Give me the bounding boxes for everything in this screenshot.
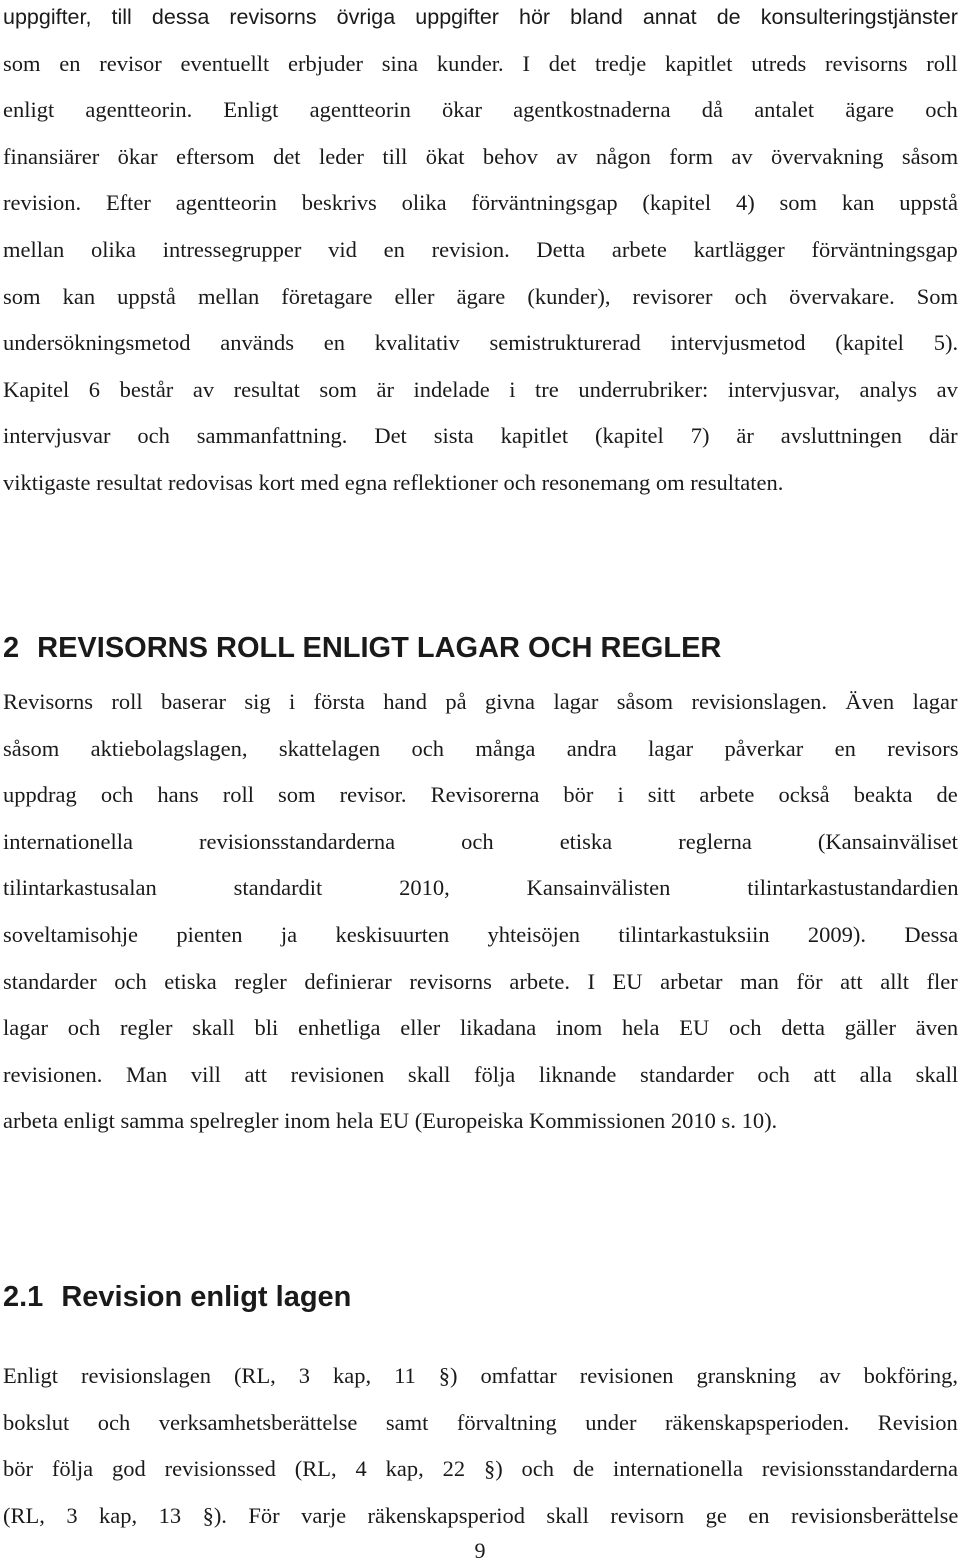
text-line: (RL, 3 kap, 13 §). För varje räkenskapsperiod skall revisorn ge en revisionsberättelse — [3, 1502, 959, 1528]
subsection-number: 2.1 — [3, 1281, 44, 1313]
text-line: lagar och regler skall bli enhetliga eller likadana inom hela EU och detta gäller även — [3, 1015, 959, 1041]
text-line: viktigaste resultat redovisas kort med egna reflektioner och resonemang om resultaten. — [3, 469, 784, 495]
text-line: Kapitel 6 består av resultat som är indelade i tre underrubriker: intervjusvar, analys av — [3, 376, 958, 402]
text-line: revision. Efter agentteorin beskrivs olika förväntningsgap (kapitel 4) som kan uppstå — [3, 190, 958, 216]
text-line: undersökningsmetod används en kvalitativ semistrukturerad intervjusmetod (kapitel 5). — [3, 330, 959, 356]
section-title: REVISORNS ROLL ENLIGT LAGAR OCH REGLER — [37, 632, 722, 664]
text-line: enligt agentteorin. Enligt agentteorin ökar agentkostnaderna då antalet ägare och — [3, 97, 958, 123]
section-number: 2 — [3, 632, 20, 664]
text-line: Revisorns roll baserar sig i första hand på givna lagar såsom revisionslagen. Även lagar — [3, 689, 958, 714]
text-line: uppgifter, till dessa revisorns övriga uppgifter hör bland annat de konsulteringstjänster — [3, 5, 958, 29]
text-line: bokslut och verksamhetsberättelse samt förvaltning under räkenskapsperioden. Revision — [3, 1409, 958, 1435]
subsection-heading — [3, 1277, 351, 1317]
text-line: finansiärer ökar eftersom det leder till ökat behov av någon form av övervakning såsom — [3, 143, 959, 169]
section-paragraph — [3, 679, 958, 1145]
text-line: som en revisor eventuellt erbjuder sina kunder. I det tredje kapitlet utreds revisorns roll — [3, 50, 958, 76]
text-line: tilintarkastusalan standardit 2010, Kansainvälisten tilintarkastustandardien — [3, 875, 959, 901]
text-line: bör följa god revisionssed (RL, 4 kap, 22 §) och de internationella revisionsstandarderna — [3, 1456, 959, 1482]
text-line: soveltamisohje pienten ja keskisuurten yhteisöjen tilintarkastuksiin 2009). Dessa — [3, 921, 959, 947]
intro-paragraph — [3, 0, 958, 507]
page-number: 9 — [474, 1538, 486, 1563]
text-line: såsom aktiebolagslagen, skattelagen och många andra lagar påverkar en revisors — [3, 735, 959, 761]
text-line: Enligt revisionslagen (RL, 3 kap, 11 §) omfattar revisionen granskning av bokföring, — [3, 1363, 959, 1388]
text-line: standarder och etiska regler definierar revisorns arbete. I EU arbetar man för att allt fler — [3, 968, 958, 994]
text-line: revisionen. Man vill att revisionen skall följa liknande standarder och att alla skall — [3, 1061, 959, 1087]
section-heading — [3, 628, 721, 668]
subsection-paragraph — [3, 1353, 958, 1539]
text-line: som kan uppstå mellan företagare eller ägare (kunder), revisorer och övervakare. Som — [3, 283, 959, 309]
subsection-title: Revision enligt lagen — [61, 1281, 352, 1313]
text-line: mellan olika intressegrupper vid en revision. Detta arbete kartlägger förväntningsgap — [3, 236, 958, 262]
text-line: uppdrag och hans roll som revisor. Revisorerna bör i sitt arbete också beakta de — [3, 782, 958, 808]
text-line: internationella revisionsstandarderna och etiska reglerna (Kansainväliset — [3, 828, 958, 854]
text-line: arbeta enligt samma spelregler inom hela EU (Europeiska Kommissionen 2010 s. 10). — [3, 1108, 778, 1134]
text-line: intervjusvar och sammanfattning. Det sista kapitlet (kapitel 7) är avsluttningen där — [3, 423, 958, 449]
